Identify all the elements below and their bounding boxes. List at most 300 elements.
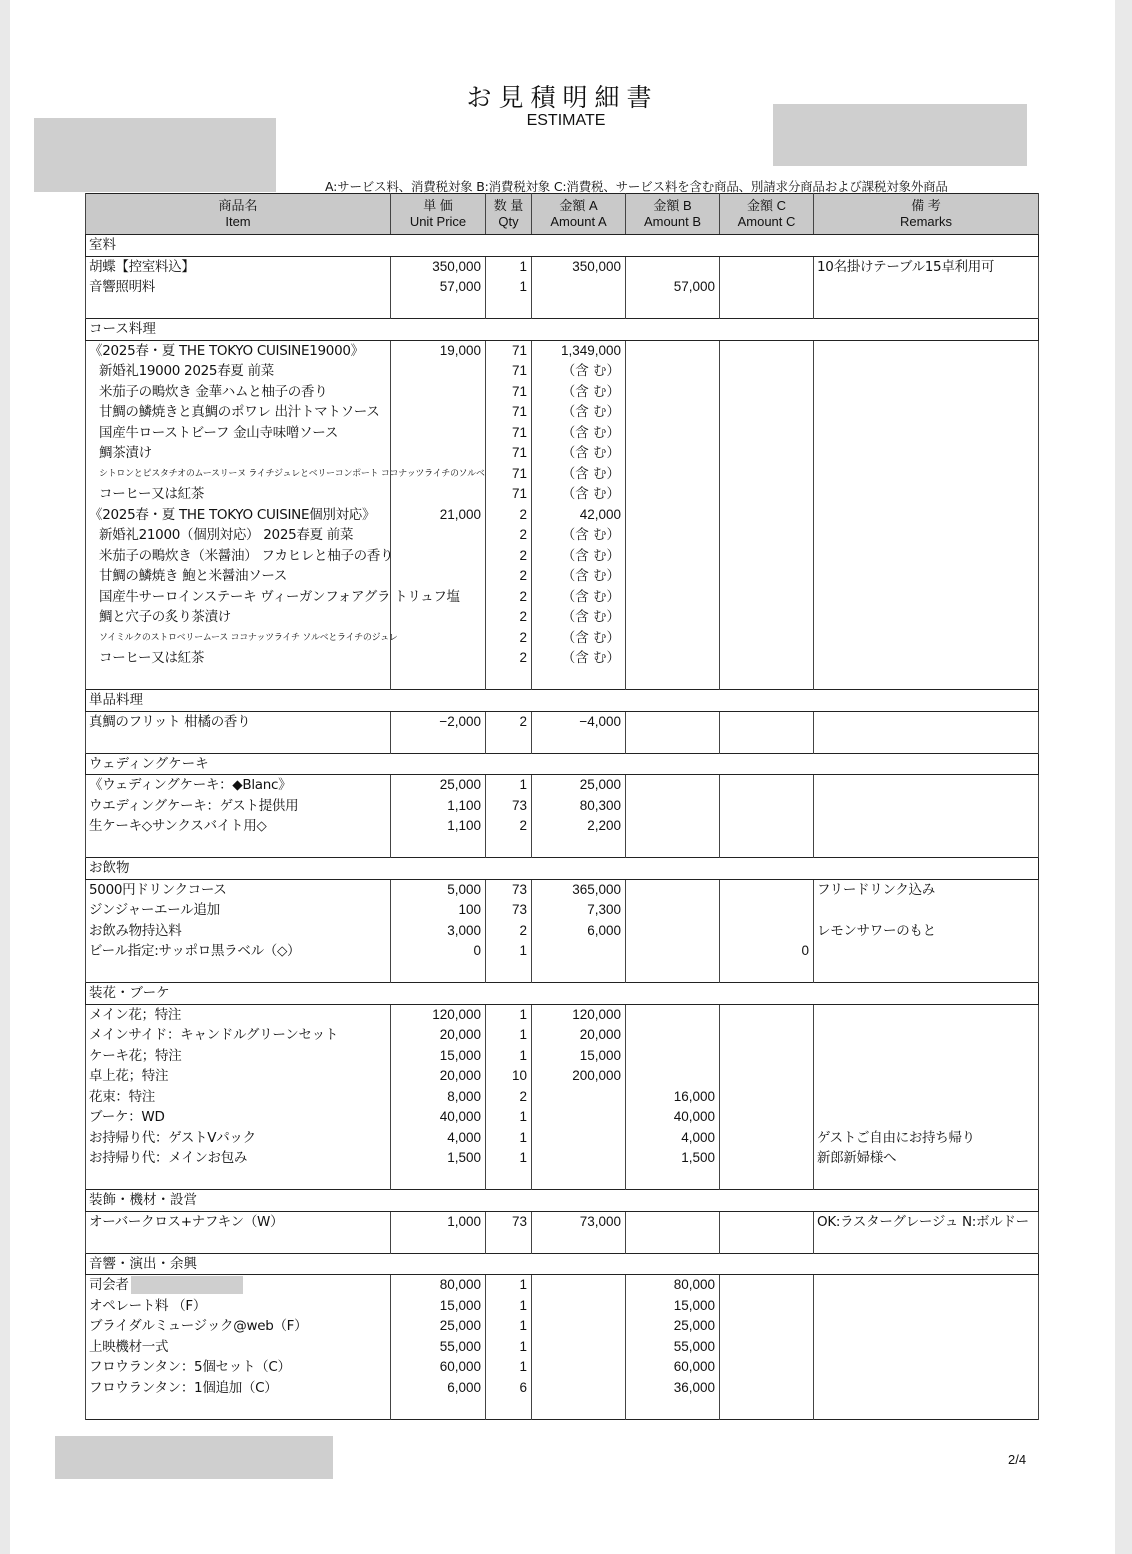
amount-b-cell <box>626 1066 720 1087</box>
amount-a-cell: （含 む） <box>532 607 626 628</box>
empty-cell <box>486 1398 532 1419</box>
remarks-cell: 新郎新婦様へ <box>814 1148 1039 1169</box>
amount-a-cell: 25,000 <box>532 775 626 796</box>
remarks-cell <box>814 1337 1039 1358</box>
unit-price-cell <box>391 382 486 403</box>
amount-b-cell <box>626 711 720 732</box>
amount-b-cell <box>626 443 720 464</box>
amount-b-cell <box>626 648 720 669</box>
amount-c-cell <box>720 566 814 587</box>
empty-cell <box>814 1232 1039 1253</box>
remarks-cell <box>814 1025 1039 1046</box>
amount-a-cell: （含 む） <box>532 382 626 403</box>
amount-b-cell <box>626 382 720 403</box>
qty-cell: 2 <box>486 546 532 567</box>
spacer-row <box>86 732 1039 753</box>
empty-cell <box>532 732 626 753</box>
qty-cell: 1 <box>486 1148 532 1169</box>
table-row <box>86 1025 1039 1046</box>
amount-a-cell <box>532 1337 626 1358</box>
amount-b-cell: 60,000 <box>626 1357 720 1378</box>
table-row <box>86 525 1039 546</box>
empty-cell <box>86 1232 391 1253</box>
amount-c-cell <box>720 340 814 361</box>
amount-c-cell <box>720 402 814 423</box>
header-amount-b: 金額 B Amount B <box>626 194 720 235</box>
unit-price-cell: 1,100 <box>391 816 486 837</box>
amount-c-cell <box>720 256 814 277</box>
amount-a-cell: （含 む） <box>532 423 626 444</box>
amount-a-cell: 15,000 <box>532 1046 626 1067</box>
item-cell: 甘鯛の鱗焼きと真鯛のポワレ 出汁トマトソース <box>86 402 391 423</box>
header-item: 商品名 Item <box>86 194 391 235</box>
category-row <box>86 235 1039 257</box>
qty-cell: 2 <box>486 1087 532 1108</box>
unit-price-cell: 57,000 <box>391 277 486 298</box>
table-row <box>86 921 1039 942</box>
unit-price-cell: 0 <box>391 941 486 962</box>
qty-cell: 71 <box>486 484 532 505</box>
remarks-cell: OK:ラスターグレージュ N:ボルドー <box>814 1211 1039 1232</box>
category-label: 音響・演出・余興 <box>86 1253 1039 1275</box>
qty-cell: 2 <box>486 711 532 732</box>
table-row <box>86 277 1039 298</box>
spacer-row <box>86 298 1039 319</box>
table-row <box>86 1046 1039 1067</box>
table-row <box>86 340 1039 361</box>
amount-b-cell <box>626 921 720 942</box>
amount-a-cell <box>532 1128 626 1149</box>
remarks-cell <box>814 382 1039 403</box>
remarks-cell <box>814 1275 1039 1296</box>
amount-a-cell: （含 む） <box>532 361 626 382</box>
unit-price-cell: 3,000 <box>391 921 486 942</box>
amount-c-cell <box>720 1211 814 1232</box>
remarks-cell <box>814 900 1039 921</box>
empty-cell <box>486 1232 532 1253</box>
unit-price-cell: 25,000 <box>391 1316 486 1337</box>
item-cell: コーヒー又は紅茶 <box>86 484 391 505</box>
empty-cell <box>626 962 720 983</box>
empty-cell <box>532 1398 626 1419</box>
empty-cell <box>626 837 720 858</box>
table-row <box>86 900 1039 921</box>
amount-c-cell <box>720 423 814 444</box>
item-cell: 新婚礼19000 2025春夏 前菜 <box>86 361 391 382</box>
empty-cell <box>391 1232 486 1253</box>
unit-price-cell <box>391 607 486 628</box>
remarks-cell <box>814 628 1039 649</box>
item-cell: 鯛と穴子の炙り茶漬け <box>86 607 391 628</box>
qty-cell: 2 <box>486 525 532 546</box>
unit-price-cell <box>391 546 486 567</box>
page-number: 2/4 <box>1008 1452 1027 1467</box>
table-row <box>86 816 1039 837</box>
qty-cell: 2 <box>486 607 532 628</box>
unit-price-cell: 40,000 <box>391 1107 486 1128</box>
table-row <box>86 402 1039 423</box>
remarks-cell <box>814 1066 1039 1087</box>
empty-cell <box>486 732 532 753</box>
qty-cell: 71 <box>486 423 532 444</box>
item-cell: 5000円ドリンクコース <box>86 879 391 900</box>
amount-c-cell <box>720 1378 814 1399</box>
category-label: お飲物 <box>86 858 1039 880</box>
item-cell: 胡蝶【控室料込】 <box>86 256 391 277</box>
empty-cell <box>720 1169 814 1190</box>
amount-a-cell: 365,000 <box>532 879 626 900</box>
remarks-cell: フリードリンク込み <box>814 879 1039 900</box>
qty-cell: 2 <box>486 587 532 608</box>
unit-price-cell: 350,000 <box>391 256 486 277</box>
table-header-row <box>86 194 1039 235</box>
unit-price-cell: 21,000 <box>391 505 486 526</box>
table-row <box>86 941 1039 962</box>
unit-price-cell: 8,000 <box>391 1087 486 1108</box>
item-cell: ウエディングケーキ：ゲスト提供用 <box>86 796 391 817</box>
amount-c-cell <box>720 921 814 942</box>
remarks-cell <box>814 423 1039 444</box>
qty-cell: 1 <box>486 256 532 277</box>
table-row <box>86 443 1039 464</box>
empty-cell <box>720 962 814 983</box>
unit-price-cell <box>391 402 486 423</box>
empty-cell <box>532 962 626 983</box>
category-row <box>86 690 1039 712</box>
item-cell: フロウランタン：1個追加（C） <box>86 1378 391 1399</box>
remarks-cell <box>814 941 1039 962</box>
amount-c-cell <box>720 546 814 567</box>
item-cell: 《ウェディングケーキ：◆Blanc》 <box>86 775 391 796</box>
amount-b-cell <box>626 525 720 546</box>
header-qty: 数 量 Qty <box>486 194 532 235</box>
qty-cell: 2 <box>486 921 532 942</box>
table-row <box>86 1107 1039 1128</box>
spacer-row <box>86 962 1039 983</box>
qty-cell: 1 <box>486 1316 532 1337</box>
remarks-cell <box>814 1107 1039 1128</box>
empty-cell <box>86 837 391 858</box>
amount-b-cell <box>626 402 720 423</box>
item-cell: 生ケーキ◇サンクスバイト用◇ <box>86 816 391 837</box>
amount-a-cell <box>532 1296 626 1317</box>
empty-cell <box>391 732 486 753</box>
item-cell: ジンジャーエール追加 <box>86 900 391 921</box>
empty-cell <box>626 669 720 690</box>
item-cell: 鯛茶漬け <box>86 443 391 464</box>
amount-c-cell <box>720 796 814 817</box>
spacer-row <box>86 1169 1039 1190</box>
table-row <box>86 1275 1039 1296</box>
qty-cell: 71 <box>486 340 532 361</box>
remarks-cell <box>814 648 1039 669</box>
amount-c-cell <box>720 525 814 546</box>
amount-c-cell <box>720 1087 814 1108</box>
redacted-name <box>131 1276 243 1294</box>
empty-cell <box>626 298 720 319</box>
empty-cell <box>720 732 814 753</box>
empty-cell <box>720 298 814 319</box>
remarks-cell: レモンサワーのもと <box>814 921 1039 942</box>
table-row <box>86 566 1039 587</box>
category-row <box>86 858 1039 880</box>
unit-price-cell: 1,000 <box>391 1211 486 1232</box>
unit-price-cell: 25,000 <box>391 775 486 796</box>
unit-price-cell: 20,000 <box>391 1066 486 1087</box>
item-cell: 花束：特注 <box>86 1087 391 1108</box>
header-amount-c: 金額 C Amount C <box>720 194 814 235</box>
unit-price-cell: 100 <box>391 900 486 921</box>
document-subtitle: ESTIMATE <box>526 112 606 129</box>
item-label: 司会者 <box>89 1277 129 1294</box>
unit-price-cell <box>391 628 486 649</box>
item-cell: お持帰り代：メインお包み <box>86 1148 391 1169</box>
qty-cell: 73 <box>486 796 532 817</box>
qty-cell: 2 <box>486 628 532 649</box>
amount-b-cell: 40,000 <box>626 1107 720 1128</box>
item-cell: シトロンとピスタチオのムースリーヌ ライチジュレとベリーコンポート ココナッツライチのソルベ <box>86 464 391 485</box>
category-label: ウェディングケーキ <box>86 753 1039 775</box>
amount-a-cell: （含 む） <box>532 587 626 608</box>
amount-a-cell <box>532 277 626 298</box>
empty-cell <box>532 1169 626 1190</box>
amount-b-cell <box>626 423 720 444</box>
table-row <box>86 1148 1039 1169</box>
unit-price-cell: 19,000 <box>391 340 486 361</box>
item-cell: 上映機材一式 <box>86 1337 391 1358</box>
redacted-block-right <box>773 104 1027 166</box>
remarks-cell: 10名掛けテーブル15卓利用可 <box>814 256 1039 277</box>
amount-a-cell: −4,000 <box>532 711 626 732</box>
empty-cell <box>532 1232 626 1253</box>
unit-price-cell <box>391 484 486 505</box>
item-cell: 国産牛ローストビーフ 金山寺味噌ソース <box>86 423 391 444</box>
amount-c-cell <box>720 1316 814 1337</box>
spacer-row <box>86 669 1039 690</box>
remarks-cell <box>814 1087 1039 1108</box>
amount-a-cell <box>532 1316 626 1337</box>
amount-a-cell <box>532 1378 626 1399</box>
empty-cell <box>814 1169 1039 1190</box>
header-remarks: 備 考 Remarks <box>814 194 1039 235</box>
amount-a-cell: 120,000 <box>532 1004 626 1025</box>
qty-cell: 2 <box>486 816 532 837</box>
empty-cell <box>86 669 391 690</box>
amount-c-cell <box>720 505 814 526</box>
empty-cell <box>391 1169 486 1190</box>
amount-a-cell: 73,000 <box>532 1211 626 1232</box>
item-cell: 新婚礼21000（個別対応） 2025春夏 前菜 <box>86 525 391 546</box>
remarks-cell <box>814 484 1039 505</box>
remarks-cell <box>814 1357 1039 1378</box>
unit-price-cell: 55,000 <box>391 1337 486 1358</box>
category-row <box>86 319 1039 341</box>
empty-cell <box>86 1169 391 1190</box>
amount-a-cell <box>532 1357 626 1378</box>
amount-c-cell <box>720 443 814 464</box>
remarks-cell <box>814 464 1039 485</box>
remarks-cell <box>814 443 1039 464</box>
empty-cell <box>814 962 1039 983</box>
table-row <box>86 1004 1039 1025</box>
remarks-cell <box>814 796 1039 817</box>
item-cell: お飲み物持込料 <box>86 921 391 942</box>
amount-b-cell <box>626 587 720 608</box>
amount-c-cell <box>720 277 814 298</box>
item-cell: ビール指定:サッポロ黒ラベル（◇） <box>86 941 391 962</box>
item-cell: ソイミルクのストロベリームース ココナッツライチ ソルベとライチのジュレ <box>86 628 391 649</box>
amount-b-cell <box>626 607 720 628</box>
empty-cell <box>532 837 626 858</box>
qty-cell: 71 <box>486 382 532 403</box>
table-row <box>86 1128 1039 1149</box>
remarks-cell <box>814 1046 1039 1067</box>
amount-c-cell <box>720 1046 814 1067</box>
table-row <box>86 1296 1039 1317</box>
item-cell: 米茄子の鴫炊き 金華ハムと柚子の香り <box>86 382 391 403</box>
unit-price-cell <box>391 525 486 546</box>
qty-cell: 1 <box>486 941 532 962</box>
unit-price-cell <box>391 423 486 444</box>
amount-a-cell <box>532 1087 626 1108</box>
item-cell: 卓上花；特注 <box>86 1066 391 1087</box>
table-row <box>86 1357 1039 1378</box>
qty-cell: 1 <box>486 1046 532 1067</box>
item-cell: 甘鯛の鱗焼き 鮑と米醤油ソース <box>86 566 391 587</box>
amount-c-cell <box>720 648 814 669</box>
remarks-cell <box>814 546 1039 567</box>
empty-cell <box>391 298 486 319</box>
table-row <box>86 256 1039 277</box>
amount-b-cell <box>626 1004 720 1025</box>
amount-c-cell <box>720 879 814 900</box>
empty-cell <box>720 1398 814 1419</box>
amount-c-cell <box>720 1148 814 1169</box>
table-row <box>86 382 1039 403</box>
amount-b-cell: 15,000 <box>626 1296 720 1317</box>
qty-cell: 1 <box>486 1357 532 1378</box>
qty-cell: 71 <box>486 361 532 382</box>
amount-c-cell <box>720 607 814 628</box>
amount-b-cell: 57,000 <box>626 277 720 298</box>
amount-c-cell <box>720 1296 814 1317</box>
amount-c-cell: 0 <box>720 941 814 962</box>
item-cell: ブーケ：WD <box>86 1107 391 1128</box>
table-row <box>86 505 1039 526</box>
qty-cell: 71 <box>486 464 532 485</box>
empty-cell <box>626 732 720 753</box>
empty-cell <box>814 837 1039 858</box>
amount-a-cell: 7,300 <box>532 900 626 921</box>
remarks-cell <box>814 566 1039 587</box>
table-row <box>86 546 1039 567</box>
empty-cell <box>86 298 391 319</box>
redacted-block-left <box>34 118 276 192</box>
header-amount-a: 金額 A Amount A <box>532 194 626 235</box>
amount-a-cell: （含 む） <box>532 484 626 505</box>
qty-cell: 1 <box>486 1337 532 1358</box>
remarks-cell <box>814 711 1039 732</box>
category-label: 装花・ブーケ <box>86 983 1039 1005</box>
amount-a-cell: （含 む） <box>532 525 626 546</box>
amount-b-cell <box>626 484 720 505</box>
remarks-cell <box>814 1378 1039 1399</box>
amount-a-cell: 1,349,000 <box>532 340 626 361</box>
unit-price-cell: 60,000 <box>391 1357 486 1378</box>
qty-cell: 1 <box>486 1025 532 1046</box>
empty-cell <box>720 837 814 858</box>
empty-cell <box>626 1169 720 1190</box>
amount-a-cell: （含 む） <box>532 464 626 485</box>
item-cell: 《2025春・夏 THE TOKYO CUISINE19000》 <box>86 340 391 361</box>
amount-b-cell <box>626 340 720 361</box>
empty-cell <box>486 669 532 690</box>
table-row <box>86 711 1039 732</box>
amount-c-cell <box>720 361 814 382</box>
table-row <box>86 361 1039 382</box>
amount-b-cell <box>626 628 720 649</box>
empty-cell <box>391 962 486 983</box>
unit-price-cell: 1,100 <box>391 796 486 817</box>
table-row <box>86 648 1039 669</box>
amount-c-cell <box>720 900 814 921</box>
category-label: コース料理 <box>86 319 1039 341</box>
document-title: お見積明細書 <box>466 83 659 112</box>
amount-a-cell: （含 む） <box>532 628 626 649</box>
remarks-cell <box>814 775 1039 796</box>
qty-cell: 1 <box>486 1128 532 1149</box>
amount-b-cell: 36,000 <box>626 1378 720 1399</box>
empty-cell <box>626 1398 720 1419</box>
amount-b-cell <box>626 1025 720 1046</box>
table-row <box>86 879 1039 900</box>
table-row <box>86 796 1039 817</box>
table-row <box>86 1087 1039 1108</box>
amount-b-cell <box>626 775 720 796</box>
item-cell: フロウランタン：5個セット（C） <box>86 1357 391 1378</box>
unit-price-cell <box>391 566 486 587</box>
unit-price-cell: 1,500 <box>391 1148 486 1169</box>
amount-a-cell: 80,300 <box>532 796 626 817</box>
item-cell: お持帰り代：ゲストVパック <box>86 1128 391 1149</box>
empty-cell <box>532 669 626 690</box>
spacer-row <box>86 837 1039 858</box>
item-cell: 《2025春・夏 THE TOKYO CUISINE個別対応》 <box>86 505 391 526</box>
amount-c-cell <box>720 1128 814 1149</box>
amount-b-cell: 1,500 <box>626 1148 720 1169</box>
empty-cell <box>814 298 1039 319</box>
qty-cell: 71 <box>486 443 532 464</box>
item-cell: コーヒー又は紅茶 <box>86 648 391 669</box>
qty-cell: 1 <box>486 775 532 796</box>
amount-b-cell: 80,000 <box>626 1275 720 1296</box>
amount-c-cell <box>720 1275 814 1296</box>
amount-a-cell: 2,200 <box>532 816 626 837</box>
empty-cell <box>391 837 486 858</box>
amount-a-cell: 20,000 <box>532 1025 626 1046</box>
item-cell: オペレート料 （F） <box>86 1296 391 1317</box>
category-row <box>86 1190 1039 1212</box>
category-row <box>86 753 1039 775</box>
remarks-cell <box>814 361 1039 382</box>
amount-c-cell <box>720 628 814 649</box>
qty-cell: 1 <box>486 1004 532 1025</box>
amount-b-cell <box>626 816 720 837</box>
item-cell: ブライダルミュージック@web（F） <box>86 1316 391 1337</box>
qty-cell: 73 <box>486 900 532 921</box>
table-row <box>86 1066 1039 1087</box>
qty-cell: 1 <box>486 1275 532 1296</box>
